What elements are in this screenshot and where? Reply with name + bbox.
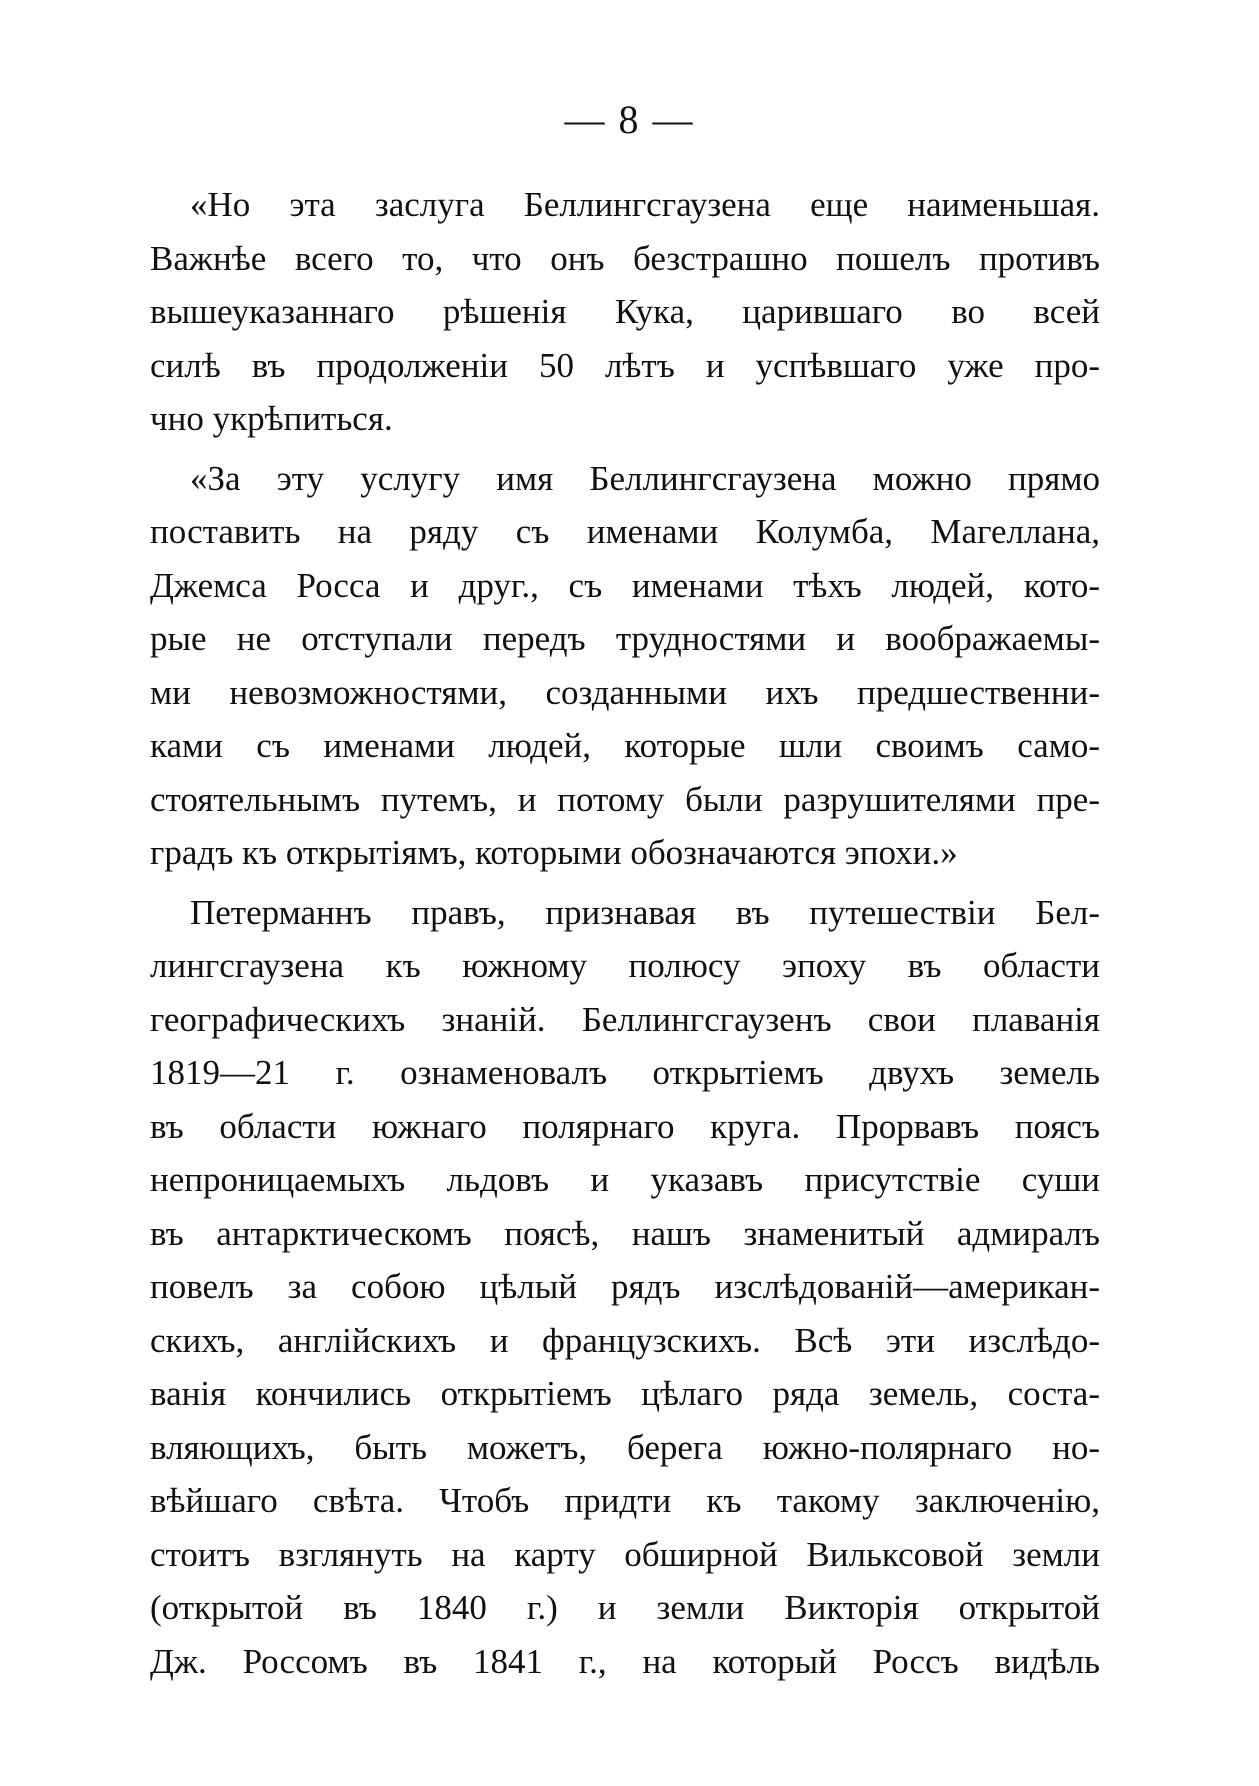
text-line: вѣйшаго свѣта. Чтобъ придти къ такому заключенію, (150, 1481, 1100, 1520)
text-line: Важнѣе всего то, что онъ безстрашно пошелъ противъ (150, 238, 1100, 278)
text-line: вляющихъ, быть можетъ, берега южно-полярнаго но- (150, 1427, 1100, 1467)
text-line: Дж. Россомъ въ 1841 г., на который Россъ видѣль (150, 1641, 1100, 1681)
text-line: повелъ за собою цѣлый рядъ изслѣдованій—американ- (150, 1267, 1100, 1306)
page-number: — 8 — (564, 97, 695, 142)
text-line: «За эту услугу имя Беллингсгаузена можно прямо (190, 458, 1100, 498)
text-line: силѣ въ продолженіи 50 лѣтъ и успѣвшаго уже про- (150, 345, 1100, 385)
text-line: ванія кончились открытіемъ цѣлаго ряда земель, соста- (150, 1374, 1100, 1413)
text-line: лингсгаузена къ южному полюсу эпоху въ области (150, 946, 1100, 985)
text-line: географическихъ знаній. Беллингсгаузенъ свои плаванія (150, 999, 1100, 1039)
text-line: въ антарктическомъ поясѣ, нашъ знаменитый адмиралъ (150, 1213, 1100, 1253)
text-line: ками съ именами людей, которые шли своимъ само- (150, 726, 1100, 765)
text-line: ми невозможностями, созданными ихъ предшественни- (150, 672, 1100, 712)
text-line: скихъ, англійскихъ и французскихъ. Всѣ эти изслѣдо- (150, 1320, 1100, 1360)
text-line: непроницаемыхъ льдовъ и указавъ присутствіе суши (150, 1160, 1100, 1199)
paragraph-3 (150, 886, 1100, 1689)
text-line: чно укрѣпиться. (150, 399, 393, 438)
text-line: въ области южнаго полярнаго круга. Прорвавъ поясъ (150, 1106, 1100, 1146)
text-line: стоятельнымъ путемъ, и потому были разрушителями пре- (150, 779, 1100, 819)
text-line: вышеуказаннаго рѣшенія Кука, царившаго во всей (150, 292, 1100, 331)
text-line: 1819—21 г. ознаменовалъ открытіемъ двухъ земель (150, 1053, 1100, 1092)
text-line: рые не отступали передъ трудностями и воображаемы- (150, 619, 1100, 658)
body-text (150, 178, 1100, 1694)
paragraph-1 (150, 178, 1100, 446)
paragraph-2 (150, 452, 1100, 880)
text-line: (открытой въ 1840 г.) и земли Викторія открытой (150, 1588, 1100, 1627)
text-line: градъ къ открытіямъ, которыми обозначаются эпохи.» (150, 833, 958, 872)
text-line: Петерманнъ правъ, признавая въ путешествіи Бел- (190, 892, 1100, 932)
text-line: Джемса Росса и друг., съ именами тѣхъ людей, кото- (150, 565, 1100, 605)
text-line: «Но эта заслуга Беллингсгаузена еще наименьшая. (190, 185, 1100, 224)
text-line: стоитъ взглянуть на карту обширной Вильксовой земли (150, 1534, 1100, 1574)
text-line: поставить на ряду съ именами Колумба, Магеллана, (150, 512, 1100, 551)
